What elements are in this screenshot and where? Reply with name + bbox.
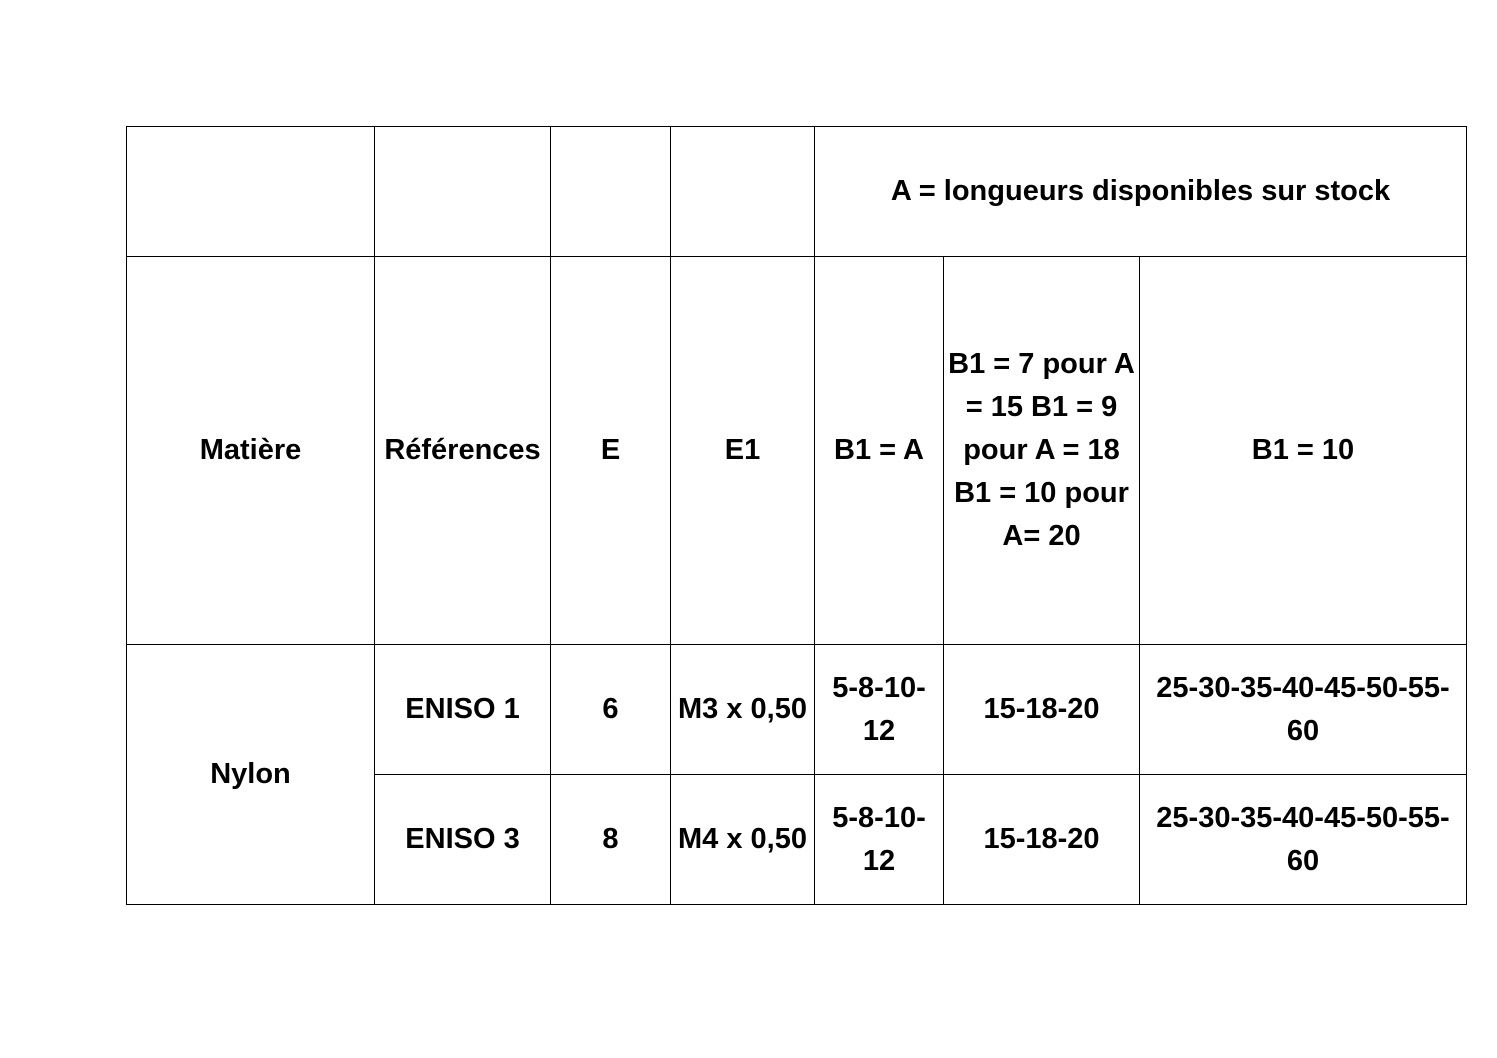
empty-cell: [551, 127, 671, 257]
header-b1-equals-a: B1 = A: [815, 257, 944, 645]
header-b1-equals-10: B1 = 10: [1140, 257, 1467, 645]
header-e1: E1: [671, 257, 815, 645]
reference-cell: ENISO 1: [375, 645, 551, 775]
e1-cell: M4 x 0,50: [671, 775, 815, 905]
b1-10-cell: 25-30-35-40-45-50-55-60: [1140, 775, 1467, 905]
table-column-header-row: [127, 257, 1467, 645]
material-cell: Nylon: [127, 645, 375, 905]
e1-cell: M3 x 0,50: [671, 645, 815, 775]
b1-mid-cell: 15-18-20: [944, 775, 1140, 905]
b1-10-cell: 25-30-35-40-45-50-55-60: [1140, 645, 1467, 775]
lengths-available-header: A = longueurs disponibles sur stock: [815, 127, 1467, 257]
b1-a-cell: 5-8-10-12: [815, 645, 944, 775]
empty-cell: [671, 127, 815, 257]
table-top-header-row: [127, 127, 1467, 257]
reference-cell: ENISO 3: [375, 775, 551, 905]
empty-cell: [375, 127, 551, 257]
table-row: [127, 645, 1467, 775]
e-cell: 6: [551, 645, 671, 775]
header-matiere: Matière: [127, 257, 375, 645]
screw-length-table: [126, 126, 1467, 905]
empty-cell: [127, 127, 375, 257]
header-e: E: [551, 257, 671, 645]
b1-mid-cell: 15-18-20: [944, 645, 1140, 775]
header-references: Références: [375, 257, 551, 645]
header-b1-variable: B1 = 7 pour A = 15 B1 = 9 pour A = 18 B1 = 10 pour A= 20: [944, 257, 1140, 645]
b1-a-cell: 5-8-10-12: [815, 775, 944, 905]
e-cell: 8: [551, 775, 671, 905]
